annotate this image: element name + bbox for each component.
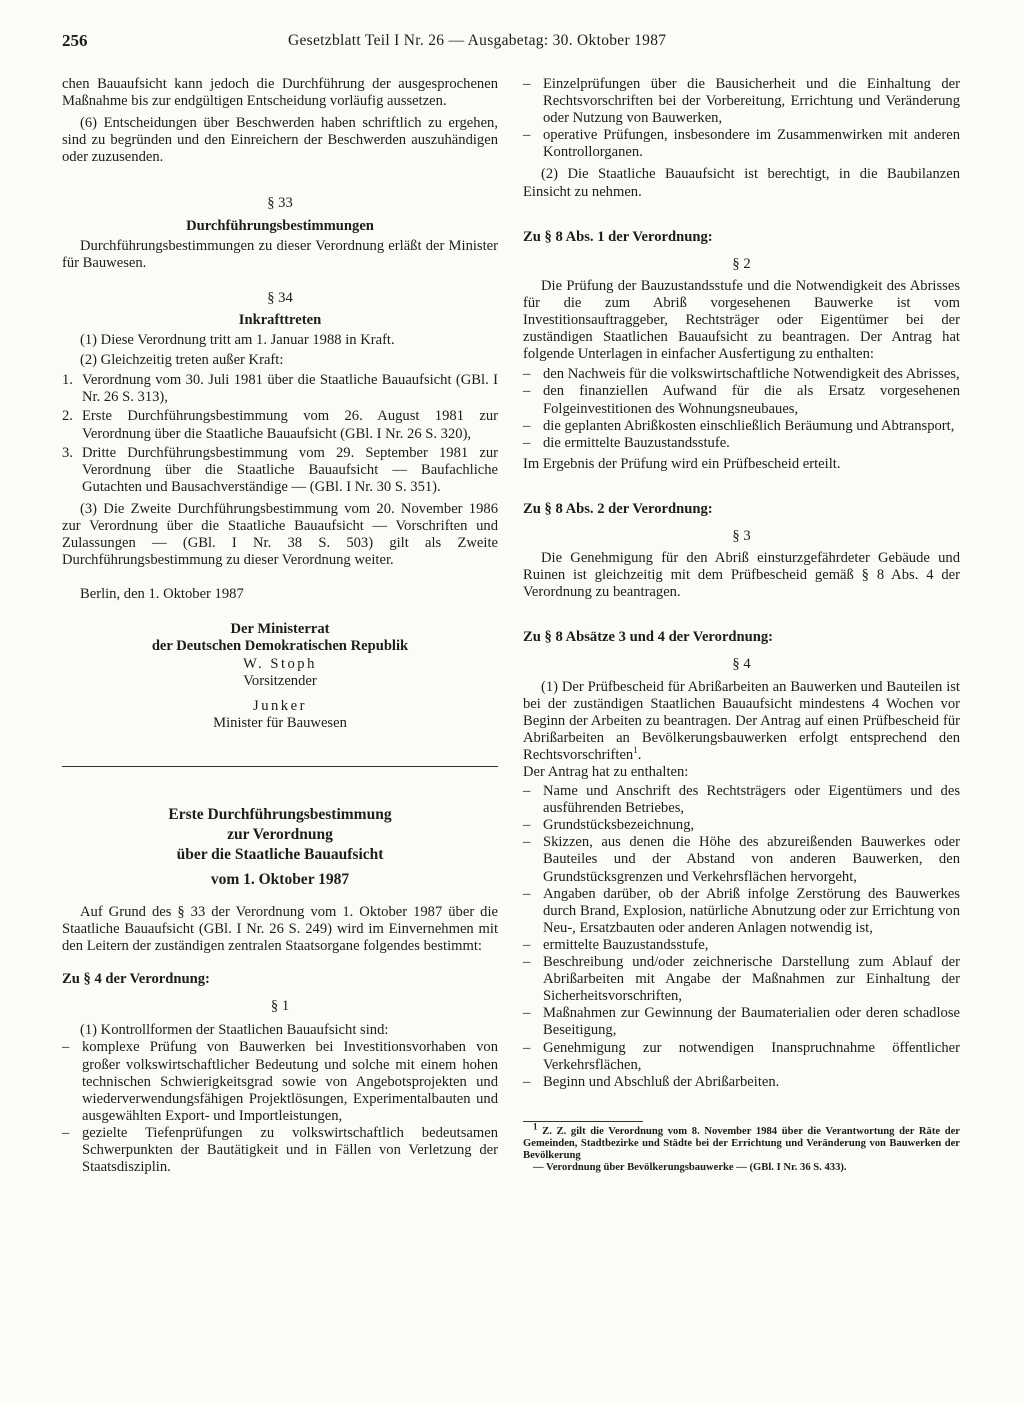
- paragraph: Die Prüfung der Bauzustandsstufe und die Notwendigkeit des Abrisses für die zum Abriß vorgesehenen Bauwerke ist vom Investitionsauftraggeber, Rechtsträger oder Eigentümer bei der zuständigen Staatlichen Bauaufsicht zu beantragen. Der Antrag hat folgende Unterlagen in einfacher Ausfertigung zu enthalten:: [523, 277, 960, 363]
- section-title: Inkrafttreten: [238, 311, 322, 328]
- document-title: [62, 805, 498, 890]
- footnote-mark: 1: [533, 1121, 538, 1132]
- reference-heading: Zu § 8 Abs. 1 der Verordnung:: [523, 228, 713, 245]
- list-item: – die ermittelte Bauzustandsstufe.: [523, 434, 730, 451]
- title-line: vom 1. Oktober 1987: [210, 870, 350, 888]
- footnote-line: — Verordnung über Bevölkerungsbauwerke — (GBl. I Nr. 36 S. 433).: [533, 1162, 847, 1174]
- paragraph: (2) Die Staatliche Bauaufsicht ist berechtigt, in die Baubilanzen Einsicht zu nehmen.: [523, 166, 960, 200]
- title-line: über die Staatliche Bauaufsicht: [176, 845, 384, 863]
- footnote-ref: 1: [633, 745, 638, 756]
- list-item: – komplexe Prüfung von Bauwerken bei Investitionsvorhaben von großer volkswirtschaftlicher Bedeutung und solche mit einem hohen technischen Schwierigkeitsgrad sowie von Angebotsprojekten und wiederverwendungsfähigen Projektlösungen, Experimentalbauten und ausgewählten Export- und Importleistungen,: [62, 1039, 498, 1124]
- list-item: – den finanziellen Aufwand für die als Ersatz vorgesehenen Folgeinvestitionen des Wohnungsneubaues,: [523, 383, 960, 417]
- signatory-body: der Deutschen Demokratischen Republik: [151, 638, 409, 655]
- paragraph: Die Genehmigung für den Abriß einsturzgefährdeter Gebäude und Ruinen ist gleichzeitig mit dem Prüfbescheid gemäß § 8 Abs. 4 der Verordnung zu beantragen.: [523, 550, 960, 601]
- footnote-rule: [523, 1121, 643, 1122]
- paragraph: chen Bauaufsicht kann jedoch die Durchführung der ausgesprochenen Maßnahme bis zur endgültigen Entscheidung vorläufig aussetzen.: [62, 76, 498, 110]
- signatory-name: Junker: [253, 697, 307, 714]
- list-item: – operative Prüfungen, insbesondere im Zusammenwirken mit anderen Kontrollorganen.: [523, 127, 960, 161]
- paragraph: Im Ergebnis der Prüfung wird ein Prüfbescheid erteilt.: [523, 455, 841, 472]
- reference-heading: Zu § 8 Absätze 3 und 4 der Verordnung:: [523, 629, 774, 646]
- section-title: Durchführungsbestimmungen: [186, 217, 374, 234]
- signatory-role: Minister für Bauwesen: [213, 714, 347, 731]
- list-item: – gezielte Tiefenprüfungen zu volkswirtschaftlich bedeutsamen Schwerpunkten der Bautätigkeit und in Fällen von Verletzung der Staatsdisziplin.: [62, 1124, 498, 1176]
- signature-block: [62, 621, 498, 732]
- list-item: – Einzelprüfungen über die Bausicherheit und die Einhaltung der Rechtsvorschriften bei der Vorbereitung, Errichtung und Veränderung oder Nutzung von Bauwerken,: [523, 76, 960, 127]
- paragraph: (1) Kontrollformen der Staatlichen Bauaufsicht sind:: [80, 1022, 389, 1039]
- title-line: Erste Durchführungsbestimmung: [168, 805, 392, 823]
- list-item: – Genehmigung zur notwendigen Inanspruchnahme öffentlicher Verkehrsflächen,: [523, 1039, 960, 1073]
- paragraph: (1) Diese Verordnung tritt am 1. Januar 1988 in Kraft.: [80, 332, 395, 349]
- running-title: Gesetzblatt Teil I Nr. 26 — Ausgabetag: 30. Oktober 1987: [288, 32, 667, 49]
- place-date: Berlin, den 1. Oktober 1987: [80, 586, 244, 603]
- paragraph: (3) Die Zweite Durchführungsbestimmung vom 20. November 1986 zur Verordnung über die Staatliche Bauaufsicht — Vorschriften und Zulassungen — (GBl. I Nr. 38 S. 503) gilt als Zweite Durchführungsbestimmung zu dieser Verordnung weiter.: [62, 500, 498, 569]
- repealed-list: [62, 372, 498, 496]
- signatory-role: Vorsitzender: [243, 672, 317, 689]
- section-number: § 4: [732, 656, 751, 673]
- section-number: § 1: [270, 998, 290, 1015]
- paragraph: (6) Entscheidungen über Beschwerden haben schriftlich zu ergehen, sind zu begründen und den Einreichern der Beschwerden auszuhändigen oder zuzusenden.: [62, 115, 498, 166]
- reference-heading: Zu § 8 Abs. 2 der Verordnung:: [523, 500, 713, 517]
- list-item: – Name und Anschrift des Rechtsträgers oder Eigentümers und des ausführenden Betriebes,: [523, 783, 960, 817]
- list-item: – die geplanten Abrißkosten einschließlich Beräumung und Abtransport,: [523, 417, 955, 434]
- section-number: § 34: [267, 289, 293, 306]
- list-item: – Beginn und Abschluß der Abrißarbeiten.: [523, 1073, 780, 1090]
- preamble: Auf Grund des § 33 der Verordnung vom 1. Oktober 1987 über die Staatliche Bauaufsicht (GBl. I Nr. 26 S. 249) wird im Einvernehmen mit den Leitern der zuständigen zentralen Staatsorgane folgendes bestimmt:: [62, 903, 498, 955]
- right-column: [523, 76, 960, 1175]
- title-line: zur Verordnung: [227, 825, 333, 843]
- paragraph: Der Antrag hat zu enthalten:: [523, 764, 689, 780]
- signatory-name: W. Stoph: [243, 655, 317, 672]
- reference-heading: Zu § 4 der Verordnung:: [62, 971, 210, 988]
- list-item: – Beschreibung und/oder zeichnerische Darstellung zum Ablauf der Abrißarbeiten mit Angabe der Maßnahmen zur Einhaltung der Sicherheitsvorschriften,: [523, 954, 960, 1005]
- footnote: $^1$ Z. Z. gilt die Verordnung vom 8. November 1984 über die Verantwortung der Räte der Gemeinden, Stadtbezirke und Städte bei der Errichtung und Veränderung von Bauwerken der Bevölkerung — Verordnung über Bevölkerungsbauwerke — (GBl. I Nr. 36 S. 433).: [523, 1121, 961, 1174]
- paragraph: Durchführungsbestimmungen zu dieser Verordnung erläßt der Minister für Bauwesen.: [62, 237, 498, 271]
- list-item: – Grundstücksbezeichnung,: [523, 817, 695, 834]
- list-item: – ermittelte Bauzustandsstufe,: [523, 936, 709, 953]
- list-item: – Angaben darüber, ob der Abriß infolge Zerstörung des Bauwerkes durch Brand, Explosion, natürliche Abnutzung oder zur Errichtung von Neu-, Ersatzbauten oder anderen Anlagen notwendig ist,: [523, 885, 960, 936]
- list-item: 2. Erste Durchführungsbestimmung vom 26. August 1981 zur Verordnung über die Staatliche Bauaufsicht (GBl. I Nr. 26 S. 320),: [62, 408, 498, 442]
- list-item: – den Nachweis für die volkswirtschaftliche Notwendigkeit des Abrisses,: [523, 366, 960, 383]
- list-item: – Maßnahmen zur Gewinnung der Baumaterialien oder deren schadlose Beseitigung,: [523, 1005, 960, 1039]
- section-number: § 3: [732, 527, 751, 544]
- paragraph: (2) Gleichzeitig treten außer Kraft:: [80, 352, 284, 369]
- list-item: 3. Dritte Durchführungsbestimmung vom 29. September 1981 zur Verordnung über die Staatliche Bauaufsicht — Baufachliche Gutachten und Bausachverständige — (GBl. I Nr. 30 S. 351).: [62, 444, 498, 495]
- left-column: [62, 76, 498, 1176]
- paragraph: (1) Der Prüfbescheid für Abrißarbeiten an Bauwerken und Bauteilen ist bei der zuständigen Staatlichen Bauaufsicht mindestens 4 Wochen vor Beginn der Arbeiten zu beantragen. Der Antrag auf einen Prüfbescheid für Abrißarbeiten an Bevölkerungsbauwerken erfolgt entsprechend den Rechtsvorschriften$^1$.: [523, 678, 960, 763]
- separator-rule: [62, 766, 498, 767]
- list-item: 1. Verordnung vom 30. Juli 1981 über die Staatliche Bauaufsicht (GBl. I Nr. 26 S. 313),: [62, 372, 498, 406]
- page-header: [62, 32, 962, 58]
- page-number: 256: [62, 31, 88, 50]
- section-number: § 33: [267, 195, 293, 212]
- signatory-body: Der Ministerrat: [230, 621, 330, 638]
- list-item: – Skizzen, aus denen die Höhe des abzureißenden Bauwerkes oder Bauteiles und der Abstand von anderen Bauwerken, den Grundstücksgrenzen und Verkehrsflächen hervorgeht,: [523, 834, 960, 885]
- section-number: § 2: [732, 255, 751, 272]
